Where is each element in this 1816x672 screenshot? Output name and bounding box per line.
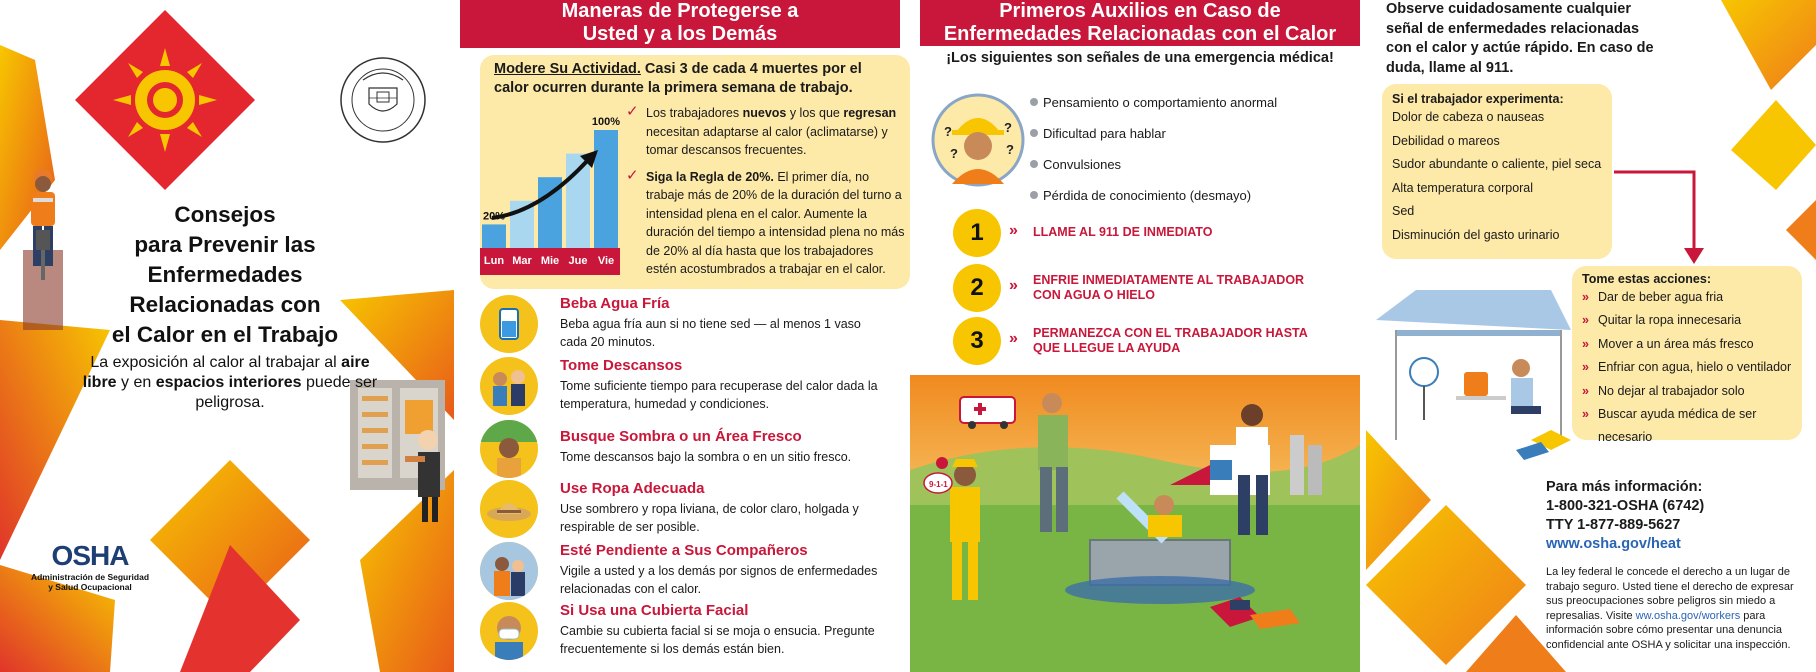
sun-icon [113,48,217,152]
action-item: » Buscar ayuda médica de ser necesario [1582,403,1792,450]
water-glass-icon [480,295,538,353]
step-number: 1 [953,209,1001,257]
modere-heading: Modere Su Actividad. Casi 3 de cada 4 muertes por el calor ocurren durante la primera semana de trabajo. [494,61,862,96]
right-bottom-shape [360,470,454,672]
step-number: 2 [953,264,1001,312]
emergency-signs-list [1030,87,1350,211]
cover-title-line: Relacionadas con [129,292,321,317]
tip-text: Use sombrero y ropa liviana, de color claro, holgada y respirable de ser posible. [560,502,859,534]
info-url-link[interactable]: www.osha.gov/heat [1546,536,1681,552]
cover-title-line: Consejos [174,202,276,227]
legal-notice: La ley federal le concede el derecho a un lugar de trabajo seguro. Usted tiene el derecho de expresar sus preocupaciones sobre peligros sin miedo a represalias. Visite ww.osha.gov/workers para información sobre cómo presentar una denuncia confidencial ante OSHA y solicitar una inspección. [1546,566,1794,651]
sign-item: Dificultad para hablar [1030,118,1350,149]
acclimatize-checklist [626,104,906,287]
chart-bar [482,224,506,248]
symptom-item: Debilidad o mareos [1392,133,1500,148]
sign-item: Pensamiento o comportamiento anormal [1030,87,1350,118]
actions-box [1572,266,1802,445]
first-aid-panel [920,0,1360,672]
chevron-right-icon: » [1009,330,1018,347]
tip-text: Vigile a usted y a los demás por signos de enfermedades relacionadas con el calor. [560,564,878,596]
confused-worker-icon [930,92,1026,188]
first-aid-scene-illustration [910,375,1360,672]
chevron-right-icon: » [1009,277,1018,294]
protect-header: Maneras de Protegerse a Usted y a los Demás [460,0,900,48]
action-item: » Dar de beber agua fria [1582,286,1792,309]
svg-text:?: ? [1006,142,1014,157]
step-text: PERMANEZCA CON EL TRABAJADOR HASTA QUE LLEGUE LA AYUDA [1033,326,1308,355]
checkmark-icon: ✓ [626,103,639,120]
chart-tick-label: Mar [512,255,532,267]
cooling-tent-illustration [1376,290,1571,460]
tip-title: Busque Sombra o un Área Fresco [560,428,802,445]
symptom-item: Dolor de cabeza o nauseas [1392,110,1545,124]
first-aid-header: Primeros Auxilios en Caso de Enfermedades Relacionadas con el Calor [920,0,1360,46]
svg-text:?: ? [944,124,952,139]
action-item: » Quitar la ropa innecesaria [1582,309,1792,332]
svg-text:?: ? [950,146,958,161]
workers-link[interactable]: ww.osha.gov/workers [1635,609,1741,622]
sun-hat-icon [480,480,538,538]
cover-title-line: el Calor en el Trabajo [111,322,339,347]
cover-panel [0,0,454,672]
info-phone[interactable]: 1-800-321-OSHA (6742) [1546,498,1705,514]
svg-text:9-1-1: 9-1-1 [929,480,948,489]
tip-face-covering [480,602,910,664]
chevron-right-icon: » [1582,290,1589,304]
chevron-right-icon: » [1582,336,1589,351]
top-right-shape [1721,0,1816,90]
emergency-subheading: ¡Los siguientes son señales de una emergencia médica! [946,50,1334,66]
symptoms-box [1382,84,1612,259]
tip-text: Cambie su cubierta facial si se moja o ensucia. Pregunte frecuentemente si los demás están bien. [560,624,875,656]
chart-tick-label: Jue [568,255,588,267]
tip-clothing [480,480,910,540]
step-number: 3 [953,317,1001,365]
chart-data-label: 100% [591,116,620,128]
tip-text: Beba agua fría aun si no tiene sed — al menos 1 vaso cada 20 minutos. [560,317,861,349]
step-cool-worker [953,264,1353,314]
coworkers-icon [480,542,538,600]
tip-title: Tome Descansos [560,357,683,374]
chevron-right-icon: » [1582,360,1589,375]
checkmark-icon: ✓ [626,166,639,184]
chart-tick-label: Lun [483,255,505,267]
contact-info [1546,478,1806,554]
action-item: » Enfriar con agua, hielo o ventilador [1582,356,1792,379]
symptoms-list [1392,106,1602,247]
chart-data-label: 20% [482,210,506,223]
sign-item: Convulsiones [1030,149,1350,180]
check-item-new-workers: ✓ Los trabajadores nuevos y los que regresan necesitan adaptarse al calor (aclimatarse) y tomar descansos frecuentes. [626,103,897,157]
action-item: » Mover a un área más fresco [1582,333,1792,356]
tip-title: Use Ropa Adecuada [560,480,705,497]
chevron-right-icon: » [1009,222,1018,239]
symptom-item: Disminución del gasto urinario [1392,227,1560,242]
osha-logo [30,540,150,592]
symptom-item: Alta temperatura corporal [1392,180,1534,195]
tip-text: Tome descansos bajo la sombra o en un sitio fresco. [560,450,852,464]
tip-rest [480,357,910,417]
actions-title: Tome estas acciones: [1582,272,1712,286]
tip-title: Si Usa una Cubierta Facial [560,602,749,619]
tip-title: Beba Agua Fría [560,295,670,312]
dol-seal-icon [341,58,425,142]
step-text: LLAME AL 911 DE INMEDIATO [1033,225,1213,239]
actions-list [1582,286,1792,450]
flow-connector [1614,172,1694,250]
tip-title: Esté Pendiente a Sus Compañeros [560,542,808,559]
arrow-down-icon [1684,248,1704,264]
shade-person-icon [480,420,538,478]
observe-intro: Observe cuidadosamente cualquier señal de enfermedades relacionadas con el calor y actúe rápido. En caso de duda, llame al 911. [1386,1,1654,76]
face-mask-icon [480,602,538,660]
step-stay-with-worker [953,317,1353,367]
tip-drink-water [480,295,910,355]
agency-name: Administración de Seguridad y Salud Ocupacional [30,572,150,592]
tip-text: Tome suficiente tiempo para recuperase del calor dada la temperatura, humedad y condiciones. [560,379,878,411]
tip-buddy [480,542,910,602]
chart-bar [594,130,618,248]
osha-wordmark: OSHA [51,540,129,571]
protect-panel [460,0,914,672]
chart-tick-label: Vie [597,255,615,267]
acclimatization-chart [480,100,620,275]
cover-title [70,200,380,350]
tip-shade [480,420,910,480]
observe-panel [1366,0,1816,672]
chevron-right-icon: » [1582,383,1589,398]
sign-item: Pérdida de conocimiento (desmayo) [1030,180,1350,211]
check-item-20-rule: ✓ Siga la Regla de 20%. El primer día, no trabaje más de 20% de la duración del turno a intensidad plena en el calor. Aumente la duración del tiempo a intensidad plena no más de 20% al día hasta que los trabajadores estén acostumbrados a trabajar en el calor. [626,166,905,276]
info-title: Para más información: [1546,479,1703,495]
action-item: » No dejar al trabajador solo [1582,380,1792,403]
chart-tick-label: Mie [540,255,560,267]
cover-title-line: Enfermedades [147,262,303,287]
info-tty[interactable]: TTY 1-877-889-5627 [1546,517,1681,533]
chevron-right-icon: » [1582,407,1589,422]
symptoms-title: Si el trabajador experimenta: [1392,92,1564,106]
step-call-911 [953,209,1353,259]
symptom-item: Sudor abundante o caliente, piel seca [1392,157,1602,171]
cover-title-line: para Prevenir las [134,232,316,257]
svg-text:?: ? [1004,120,1012,135]
cover-subtitle: La exposición al calor al trabajar al aire libre y en espacios interiores puede ser peligrosa. [82,354,378,411]
right-diamond [1731,100,1816,190]
step-text: ENFRIE INMEDIATAMENTE AL TRABAJADOR CON AGUA O HIELO [1033,273,1305,302]
symptom-item: Sed [1392,204,1415,218]
workers-resting-icon [480,357,538,415]
chevron-right-icon: » [1582,313,1589,328]
